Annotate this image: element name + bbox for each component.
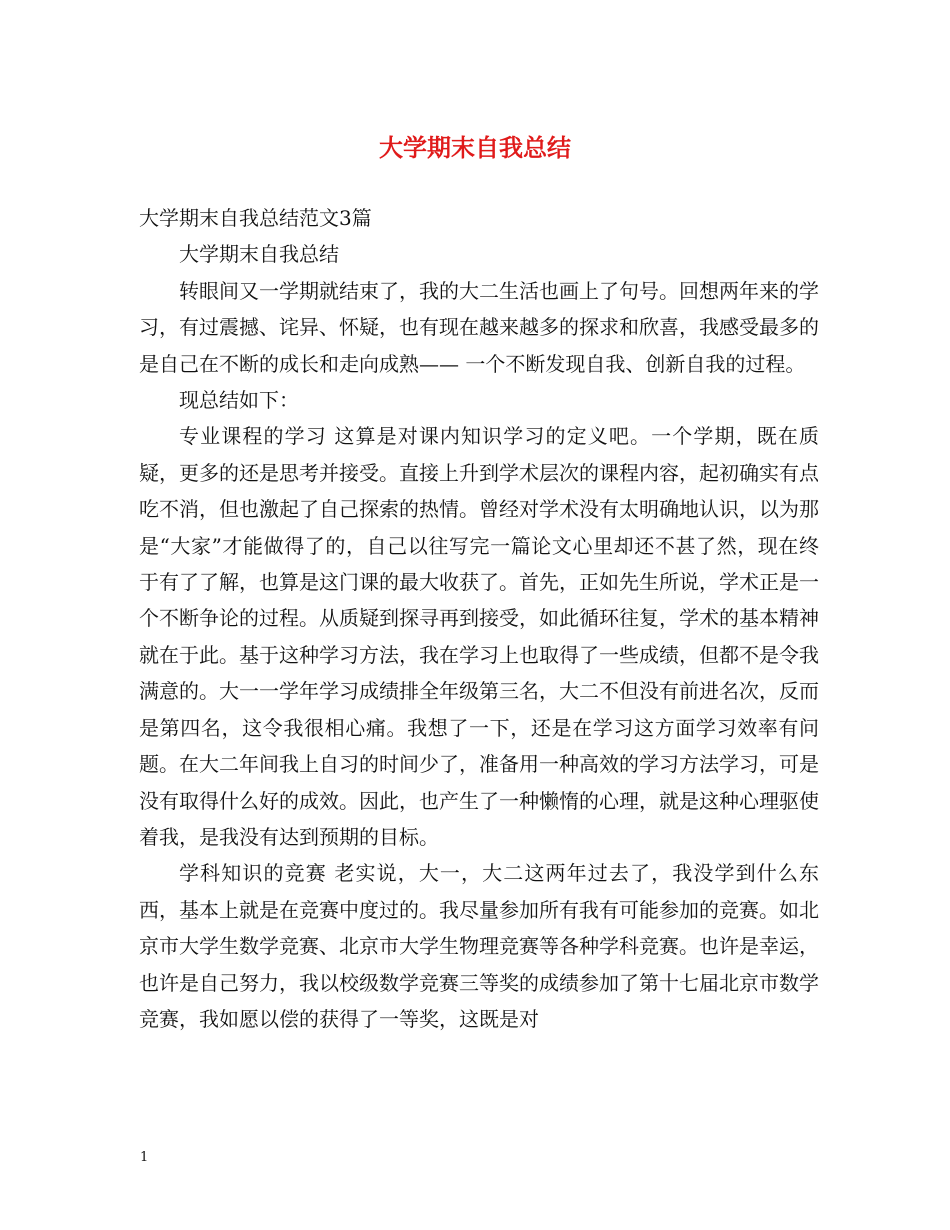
body-paragraph: 学科知识的竞赛 老实说，大一，大二这两年过去了，我没学到什么东西，基本上就是在竞赛中度过的。我尽量参加所有我有可能参加的竞赛。如北京市大学生数学竞赛、北京市大学生物理竞赛等各种学科竞赛。也许是幸运，也许是自己努力，我以校级数学竞赛三等奖的成绩参加了第十七届北京市数学竞赛，我如愿以偿的获得了一等奖，这既是对 [139,861,819,1031]
page-number: 1 [140,1150,149,1165]
document-body [139,200,819,1037]
body-paragraph: 专业课程的学习 这算是对课内知识学习的定义吧。一个学期，既在质疑，更多的还是思考并接受。直接上升到学术层次的课程内容，起初确实有点吃不消，但也激起了自己探索的热情。曾经对学术没有太明确地认识，以为那是“大家”才能做得了的，自己以往写完一篇论文心里却还不甚了然，现在终于有了了解，也算是这门课的最大收获了。首先，正如先生所说，学术正是一个不断争论的过程。从质疑到探寻再到接受，如此循环往复，学术的基本精神就在于此。基于这种学习方法，我在学习上也取得了一些成绩，但都不是令我满意的。大一一学年学习成绩排全年级第三名，大二不但没有前进名次，反而是第四名，这令我很相心痛。我想了一下，还是在学习这方面学习效率有问题。在大二年间我上自习的时间少了，准备用一种高效的学习方法学习，可是没有取得什么好的成效。因此，也产生了一种懒惰的心理，就是这种心理驱使着我，是我没有达到预期的目标。 [139,424,819,849]
body-paragraph: 转眼间又一学期就结束了，我的大二生活也画上了句号。回想两年来的学习，有过震撼、诧异、怀疑，也有现在越来越多的探求和欣喜，我感受最多的是自己在不断的成长和走向成熟—— 一个不断发现自我、创新自我的过程。 [139,278,819,376]
subtitle-paragraph: 大学期末自我总结范文3篇 [139,206,372,230]
body-paragraph: 现总结如下： [179,388,299,413]
document-title: 大学期末自我总结 [379,133,571,162]
section-heading: 大学期末自我总结 [179,242,339,267]
